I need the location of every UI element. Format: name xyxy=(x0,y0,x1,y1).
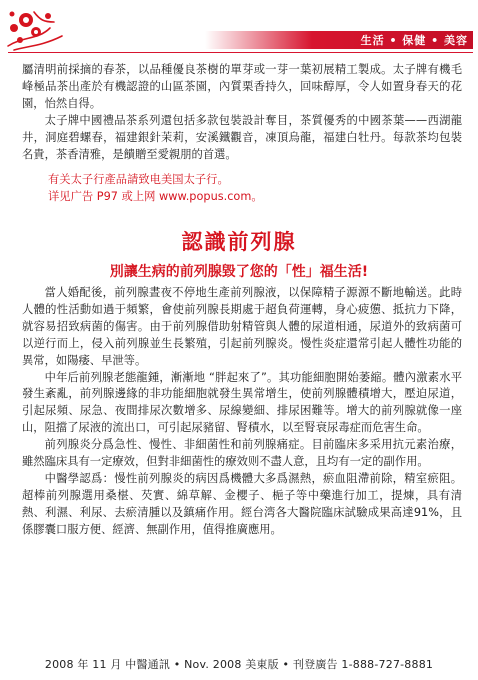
article-body xyxy=(22,285,462,539)
intro-paragraph: 屬清明前採摘的春茶，以品種優良茶樹的單芽或一芽一葉初展精工製成。太子牌有機毛峰極品茶出產於有機認證的山區茶園，內質栗香持久，回味醇厚，令人如置身春天的花園，怡然自得。 xyxy=(22,63,462,110)
article-paragraph: 前列腺炎分爲急性、慢性、非細菌性和前列腺痛症。目前臨床多采用抗元素治療，雖然臨床具有一定療效，但對非細菌性的療效则不盡人意，且均有一定的副作用。 xyxy=(22,438,462,469)
header-rule xyxy=(8,52,473,53)
article-subtitle: 別讓生病的前列腺毀了您的「性」福生活! xyxy=(109,264,369,280)
intro-paragraph: 太子牌中國禮品茶系列還包括多款包裝設計奪目，茶質優秀的中國茶葉——西湖龍井，洞庭碧螺春，福建銀針茉莉，安溪鐵觀音，凍頂烏龍，福建白牡丹。每款茶均包裝名貴，茶香清雅，是饋贈至愛親朋的首選。 xyxy=(22,113,462,161)
ad-contact-note: 有关太子行產品請致电美国太子行。 xyxy=(48,173,229,186)
page-footer: 2008 年 11 月 中醫通訊 • Nov. 2008 美東版 • 刊登廣告 1-888-727-8881 xyxy=(44,658,434,671)
article-paragraph: 中年后前列腺老態龍鍾，漸漸地 “胖起來了”。其功能細胞開始萎縮。體內激素水平發生紊亂，前列腺邊緣的非功能細胞就發生異常增生，使前列腺體積增大，壓迫尿道，引起尿頻、尿急、夜間排尿次數增多、尿線變細、排尿困難等。增大的前列腺就像一座山，阻擋了尿液的流出口，可引起尿豬留、腎積水，以至腎衰尿毒症而危害生命。 xyxy=(22,370,462,435)
article-paragraph: 中醫學認爲：慢性前列腺炎的病因爲機體大多爲濕熱，瘀血阻滯前除，精室瘀阻。超棒前列腺選用桑椹、芡實、綿草解、金櫻子、梔子等中藥進行加工，提煉，具有清熱、利濕、利尿、去瘀清腫以及鎮痛作用。經台湾各大醫院臨床試驗成果高達91%，且係膠囊口服方便、經濟、無副作用，值得推廣應用。 xyxy=(22,471,462,536)
page-header xyxy=(0,0,478,56)
article-paragraph: 當人婚配後，前列腺晝夜不停地生產前列腺液，以保障精子源源不斷地輸送。此時人體的性活動如過于頻繁，會使前列腺長期處于超負荷運轉，身心疲憊、抵抗力下降，就容易招致病菌的傷害。由于前列腺借助射精管與人體的尿道相通，尿道外的致病菌可以逆行而上，侵入前列腺並生長繁殖，引起前列腺炎。慢性炎症還常引起人體性功能的異常，如陽痿、早泄等。 xyxy=(22,286,462,367)
article-title: 認識前列腺 xyxy=(181,229,297,254)
ad-website-note: 详见广告 P97 或上网 www.popus.com。 xyxy=(48,190,263,203)
section-label: 生活 • 保健 • 美容 xyxy=(360,34,468,47)
intro-text-block xyxy=(22,62,462,163)
floral-ornament-logo xyxy=(4,6,74,54)
